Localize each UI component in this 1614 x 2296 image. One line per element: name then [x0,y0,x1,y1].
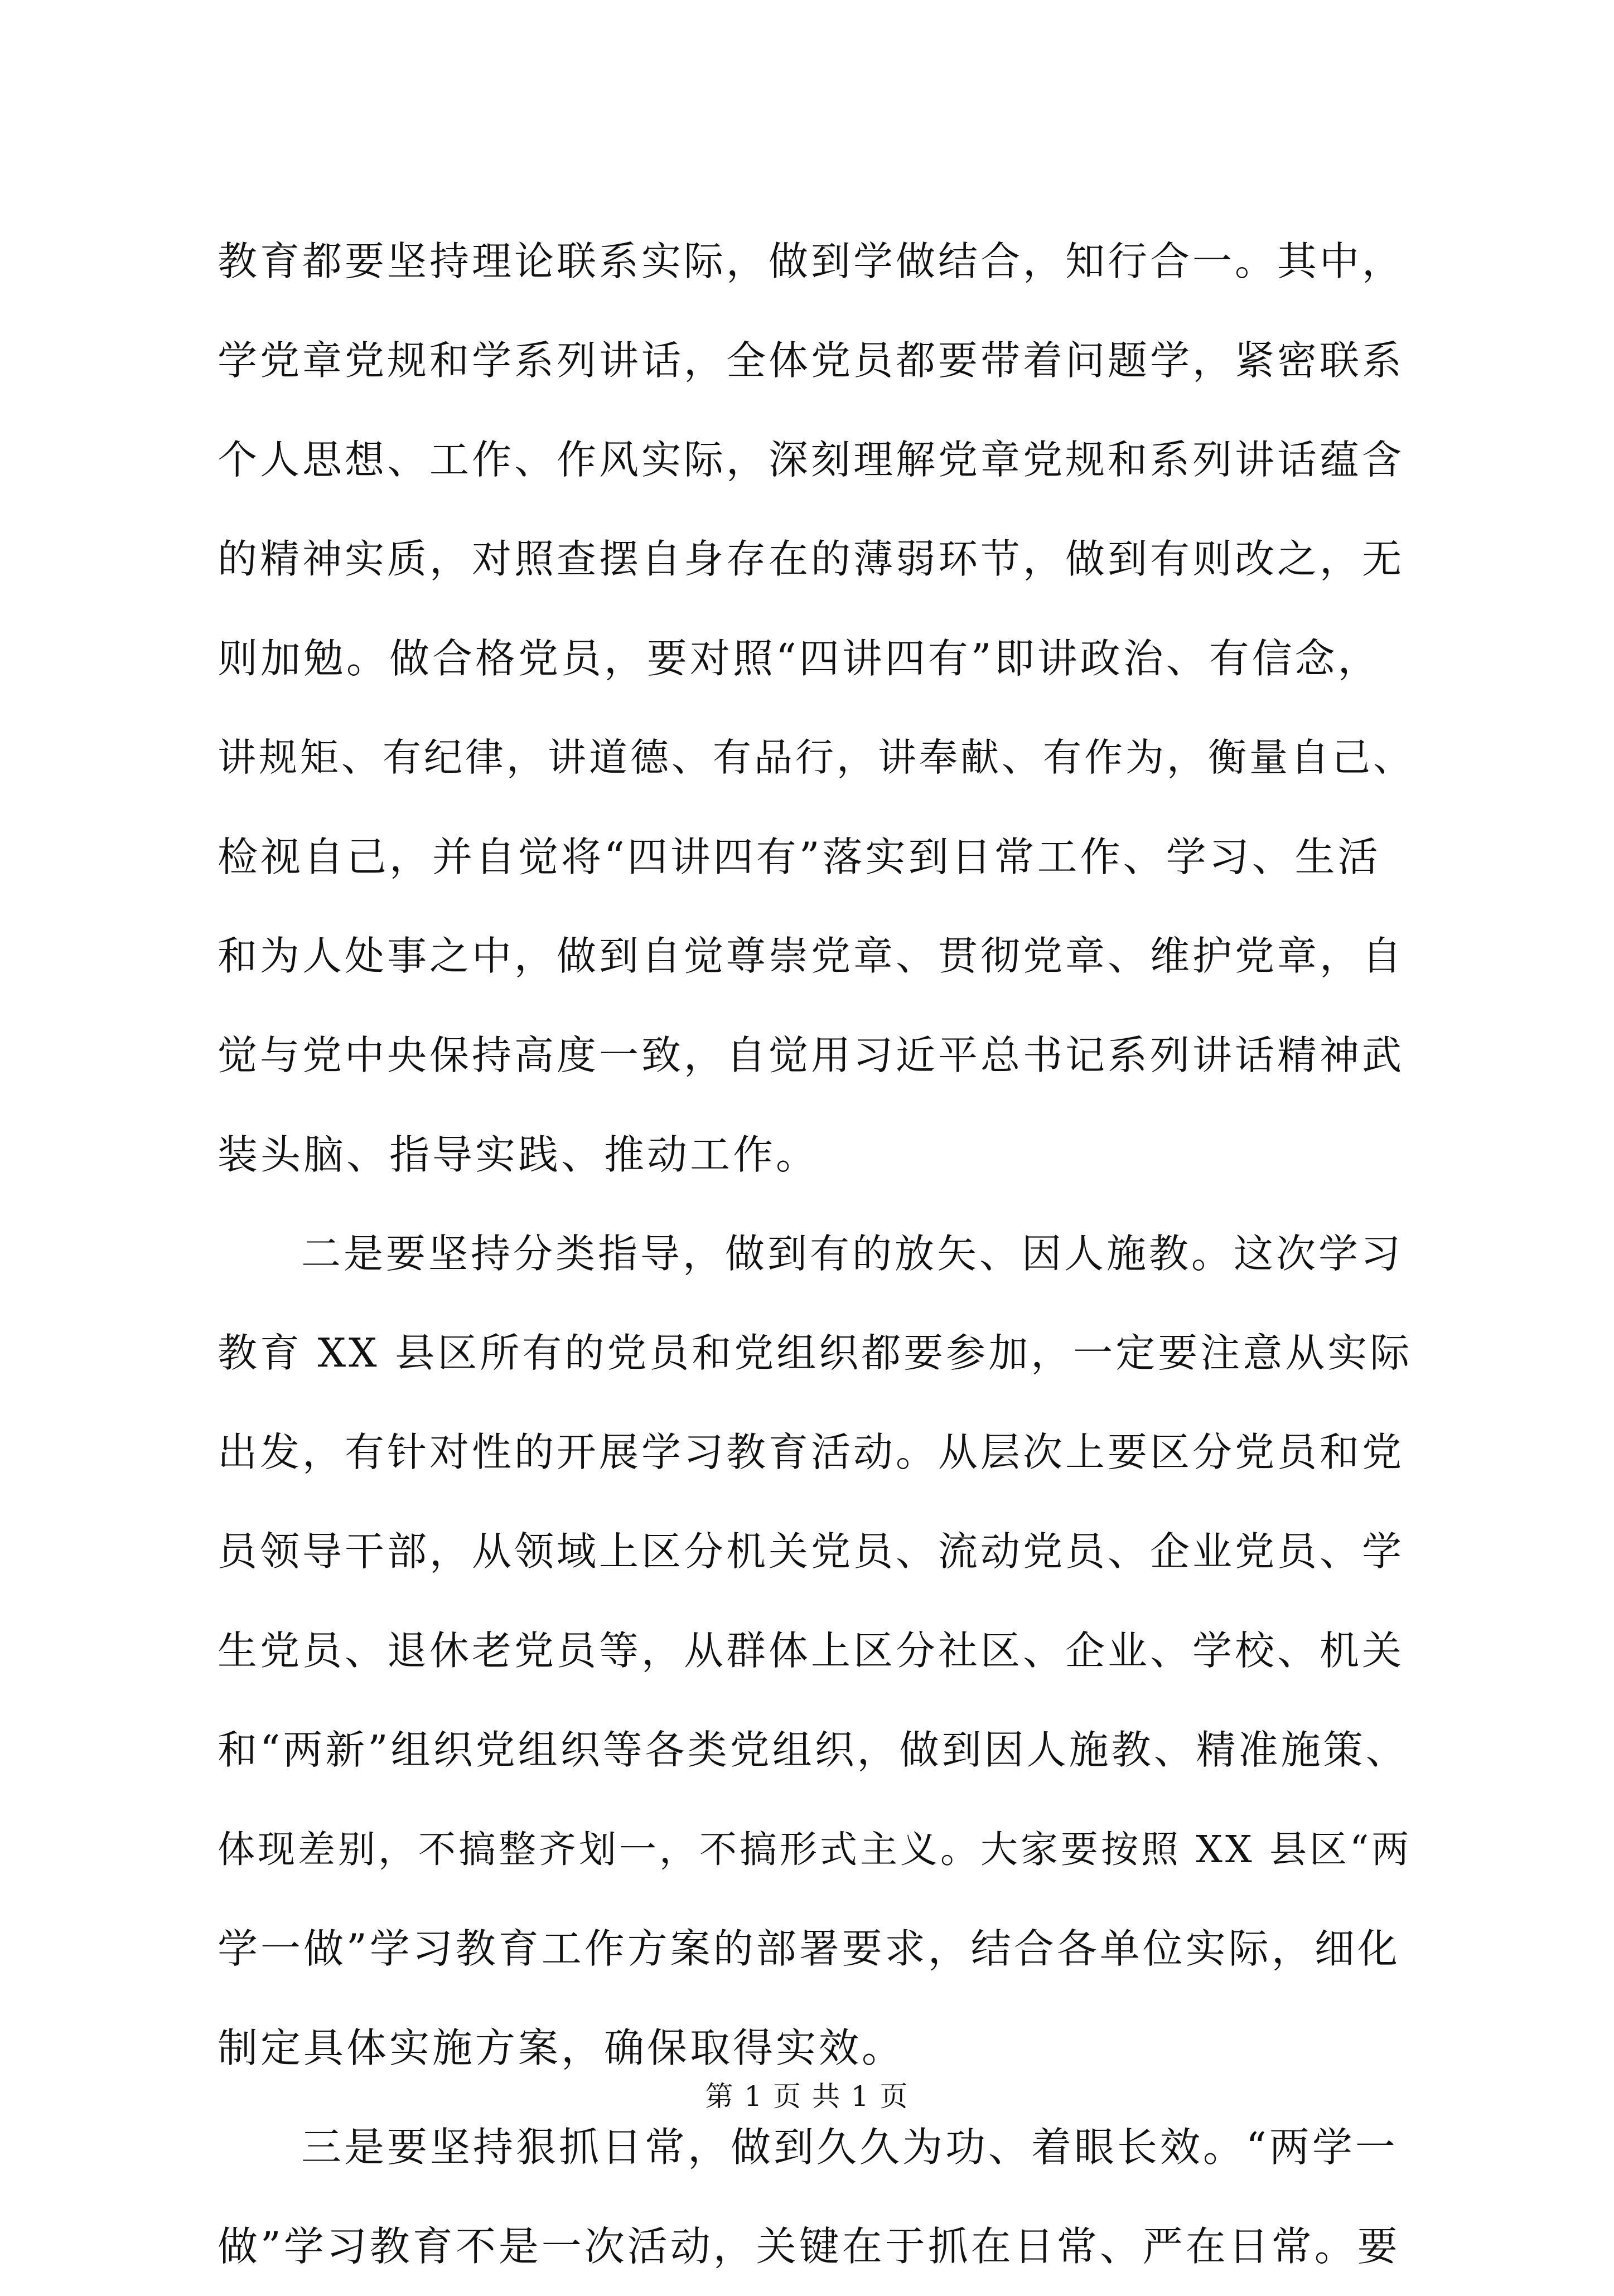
paragraph [218,1204,1411,2098]
text-line: 三是要坚持狠抓日常，做到久久为功、着眼长效。“两学一 [301,2124,1398,2171]
text-line: 检视自己，并自觉将“四讲四有”落实到日常工作、学习、生活 [218,834,1381,880]
text-line: 装头脑、指导实践、推动工作。 [218,1131,819,1178]
paragraph [218,212,1414,1204]
text-line: 出发，有针对性的开展学习教育活动。从层次上要区分党员和党 [218,1429,1405,1475]
text-line: 和为人处事之中，做到自觉尊崇党章、贯彻党章、维护党章，自 [218,933,1405,979]
paragraph [218,2098,1411,2296]
text-line: 学一做”学习教育工作方案的部署要求，结合各单位实际，细化 [218,1925,1400,1972]
document-body [218,212,1414,2296]
text-line: 制定具体实施方案，确保取得实效。 [218,2024,905,2071]
text-line: 教育 XX 县区所有的党员和党组织都要参加，一定要注意从实际 [218,1330,1413,1376]
text-line: 员领导干部，从领域上区分机关党员、流动党员、企业党员、学 [218,1528,1405,1575]
text-line: 觉与党中央保持高度一致，自觉用习近平总书记系列讲话精神武 [218,1032,1405,1078]
text-line: 生党员、退休老党员等，从群体上区分社区、企业、学校、机关 [218,1627,1405,1674]
text-line: 的精神实质，对照查摆自身存在的薄弱环节，做到有则改之，无 [218,536,1405,582]
page-footer: 第 1 页 共 1 页 [705,2080,909,2113]
text-line: 做”学习教育不是一次活动，关键在于抓在日常、严在日常。要 [218,2223,1400,2270]
text-line: 则加勉。做合格党员，要对照“四讲四有”即讲政治、有信念， [218,635,1381,682]
text-line: 个人思想、工作、作风实际，深刻理解党章党规和系列讲话蕴含 [218,437,1405,483]
text-line: 讲规矩、有纪律，讲道德、有品行，讲奉献、有作为，衡量自己、 [218,735,1414,780]
text-line: 体现差别，不搞整齐划一，不搞形式主义。大家要按照 XX 县区“两 [218,1828,1412,1871]
text-line: 教育都要坚持理论联系实际，做到学做结合，知行合一。其中， [218,238,1405,284]
text-line: 学党章党规和学系列讲话，全体党员都要带着问题学，紧密联系 [218,337,1405,384]
text-line: 二是要坚持分类指导，做到有的放矢、因人施教。这次学习 [301,1231,1404,1277]
text-line: 和“两新”组织党组织等各类党组织，做到因人施教、精准施策、 [218,1727,1408,1773]
